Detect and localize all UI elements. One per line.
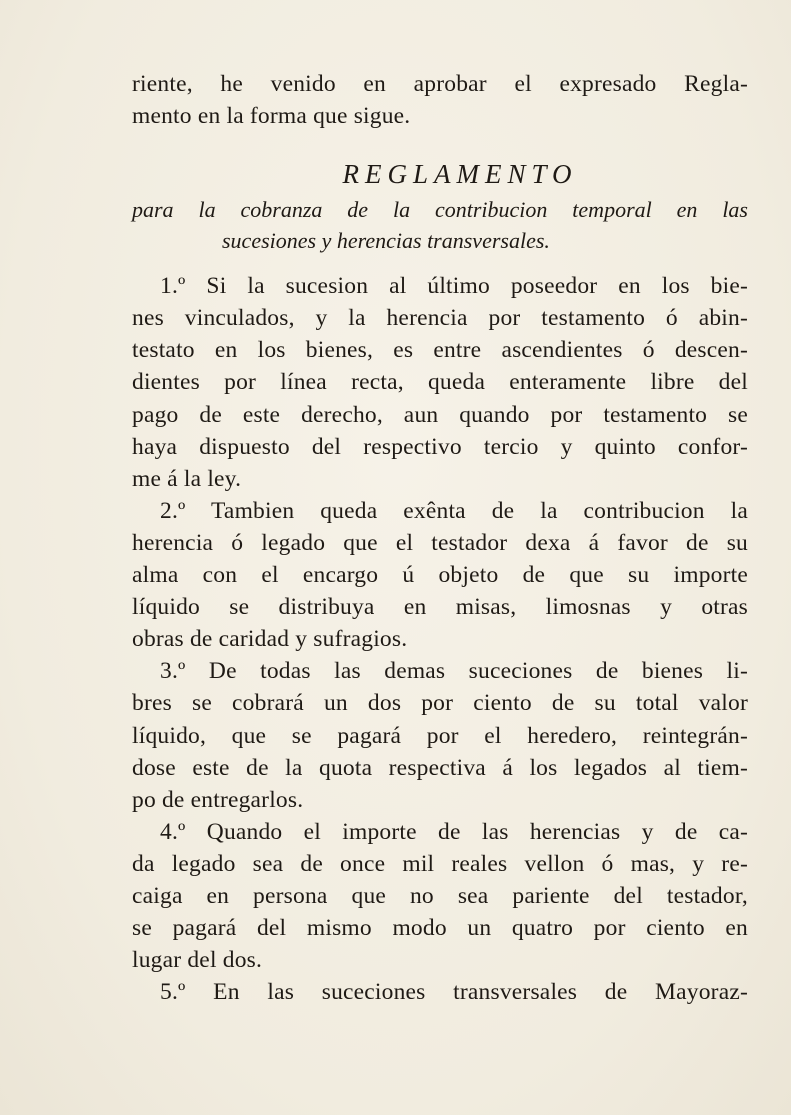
text-line: líquido, que se pagará por el heredero, reintegrán- [132, 722, 748, 749]
reglamento-title: REGLAMENTO [342, 159, 578, 190]
text-line: pago de este derecho, aun quando por testamento se [132, 401, 748, 428]
text-line: se pagará del mismo modo un quatro por ciento en [132, 915, 748, 942]
article-5 [132, 976, 748, 1008]
article-1 [132, 270, 748, 495]
text-line: haya dispuesto del respectivo tercio y quinto confor- [132, 433, 748, 460]
text-line: da legado sea de once mil reales vellon ó mas, y re- [132, 850, 748, 877]
text-line: me á la ley. [132, 465, 242, 492]
text-line: nes vinculados, y la herencia por testamento ó abin- [132, 305, 748, 332]
text-line: líquido se distribuya en misas, limosnas y otras [132, 594, 748, 621]
text-line: 4.º Quando el importe de las herencias y de ca- [160, 818, 748, 845]
reglamento-subtitle: sucesiones y herencias transversales. [222, 228, 550, 254]
text-line: obras de caridad y sufragios. [132, 626, 408, 653]
text-line: testato en los bienes, es entre ascendientes ó descen- [132, 337, 748, 364]
text-line: riente, he venido en aprobar el expresado Regla- [132, 71, 748, 97]
text-line: 5.º En las suceciones transversales de Mayoraz- [160, 979, 748, 1006]
text-line: mento en la forma que sigue. [132, 103, 411, 130]
text-line: bres se cobrará un dos por ciento de su total valor [132, 690, 748, 717]
article-4 [132, 816, 748, 976]
text-line: dose este de la quota respectiva á los legados al tiem- [132, 754, 748, 781]
reglamento-heading [132, 154, 748, 256]
page-text [132, 68, 748, 1008]
text-line: caiga en persona que no sea pariente del testador, [132, 882, 748, 909]
article-2 [132, 495, 748, 655]
text-line: 2.º Tambien queda exênta de la contribucion la [160, 497, 748, 524]
text-line: alma con el encargo ú objeto de que su importe [132, 562, 748, 589]
text-line: dientes por línea recta, queda enteramente libre del [132, 369, 748, 396]
article-3 [132, 655, 748, 815]
text-line: 1.º Si la sucesion al último poseedor en los bie- [160, 273, 748, 300]
text-line: lugar del dos. [132, 947, 263, 974]
text-line: herencia ó legado que el testador dexa á favor de su [132, 529, 748, 556]
text-line: 3.º De todas las demas suceciones de bienes li- [160, 658, 748, 685]
reglamento-subtitle: para la cobranza de la contribucion temporal en las [132, 197, 748, 223]
intro-paragraph [132, 68, 748, 132]
text-line: po de entregarlos. [132, 786, 304, 813]
